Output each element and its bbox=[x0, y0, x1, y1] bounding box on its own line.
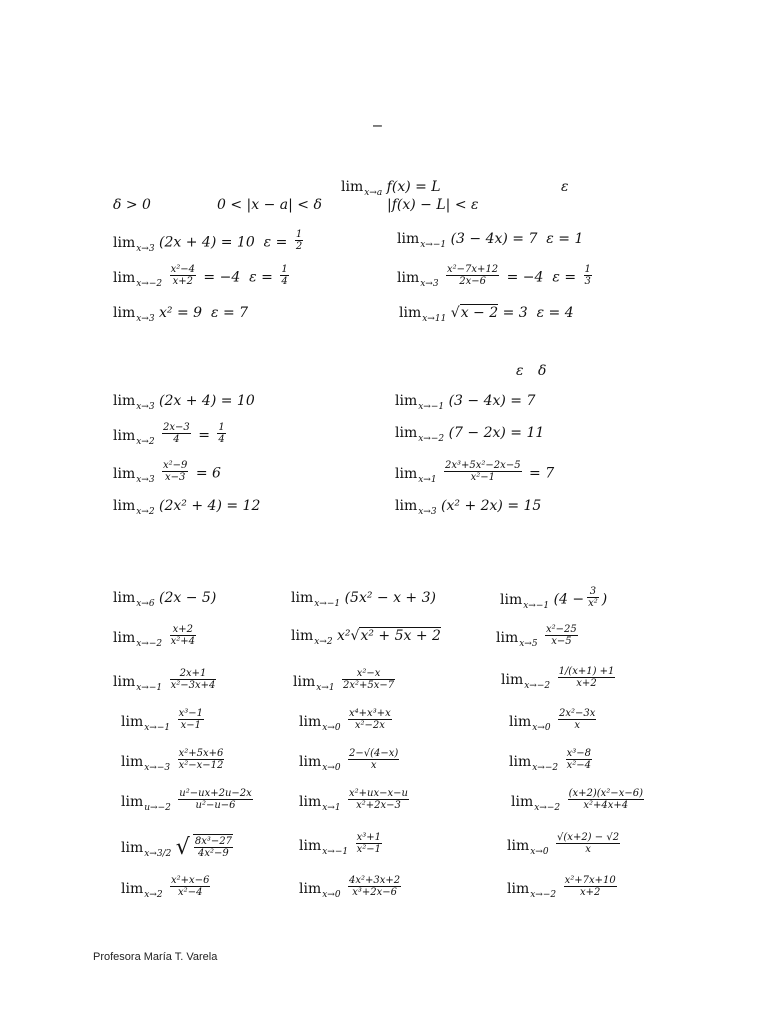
s3-item-16: lim u→−2 $\frac{\text{u²−ux+2u−2x}}{\text{u²−u−6}}$ bbox=[121, 788, 252, 813]
header-dash: – bbox=[373, 117, 382, 134]
s3-item-23: lim x→0 $\frac{\text{4x²+3x+2}}{\text{x³+2x−6}}$ bbox=[299, 875, 401, 900]
s1-item-4: lim x→3 $\frac{\text{x²−7x+12}}{2x-6}$ = −4 ε = $\frac{1}{3}$ bbox=[397, 264, 591, 289]
s2-delta: δ bbox=[538, 363, 547, 379]
s3-item-22: lim x→2 $\frac{\text{x²+x−6}}{\text{x²−4}}$ bbox=[121, 875, 210, 900]
definition-limit: lim x→a f(x) = L bbox=[341, 179, 441, 198]
s2-item-7: lim x→2 (2x² + 4) = 12 bbox=[113, 498, 261, 517]
s3-item-6: lim x→5 $\frac{\text{x²−25}}{x-5}$ bbox=[496, 624, 577, 649]
s3-item-17: lim x→1 $\frac{\text{x²+ux−x−u}}{\text{x²+2x−3}}$ bbox=[299, 788, 408, 813]
s3-item-7: lim x→−1 $\frac{2x+1}{\text{x²−3x+4}}$ bbox=[113, 668, 216, 693]
s3-item-21: lim x→0 $\frac{√(x+2) - √2}{x}$ bbox=[507, 832, 620, 857]
s3-item-13: lim x→−3 $\frac{\text{x²+5x+6}}{\text{x²−x−12}}$ bbox=[121, 748, 224, 773]
s3-item-5: lim x→2 x²√x² + 5x + 2 bbox=[291, 628, 441, 647]
s3-item-4: lim x→−2 $\frac{x+2}{\text{x²+4}}$ bbox=[113, 624, 195, 649]
footer-author: Profesora María T. Varela bbox=[93, 951, 218, 963]
s2-item-3: lim x→2 $\frac{2x-3}{4}$ = $\frac{1}{4}$ bbox=[113, 422, 225, 447]
s2-item-1: lim x→3 (2x + 4) = 10 bbox=[113, 393, 255, 412]
s2-item-2: lim x→−1 (3 − 4x) = 7 bbox=[395, 393, 536, 412]
s3-item-24: lim x→−2 $\frac{\text{x²+7x+10}}{x+2}$ bbox=[507, 875, 616, 900]
s3-item-14: lim x→0 $\frac{2-√(4-x)}{x}$ bbox=[299, 748, 399, 773]
s3-item-1: lim x→6 (2x − 5) bbox=[113, 590, 217, 609]
s2-item-6: lim x→1 $\frac{\text{2x³+5x²−2x−5}}{\text{x²−1}}$ = 7 bbox=[395, 460, 555, 485]
s3-item-12: lim x→0 $\frac{\text{2x²−3x}}{x}$ bbox=[509, 708, 596, 733]
s2-item-4: lim x→−2 (7 − 2x) = 11 bbox=[395, 425, 545, 444]
s1-item-6: lim x→11 √x − 2 = 3 ε = 4 bbox=[399, 305, 574, 324]
s3-item-18: lim x→−2 $\frac{\text{(x+2)(x²−x−6)}}{\text{x²+4x+4}}$ bbox=[511, 788, 643, 813]
definition-interval: 0 < |x − a| < δ bbox=[217, 197, 322, 213]
s3-item-11: lim x→0 $\frac{\text{x⁴+x³+x}}{\text{x²−2x}}$ bbox=[299, 708, 391, 733]
definition-delta-positive: δ > 0 bbox=[113, 197, 151, 213]
s3-item-2: lim x→−1 (5x² − x + 3) bbox=[291, 590, 436, 609]
s2-item-5: lim x→3 $\frac{\text{x²−9}}{x-3}$ = 6 bbox=[113, 460, 221, 485]
s3-item-20: lim x→−1 $\frac{\text{x³+1}}{\text{x²−1}}$ bbox=[299, 832, 381, 857]
s1-item-2: lim x→−1 (3 − 4x) = 7 ε = 1 bbox=[397, 231, 584, 250]
s2-epsilon: ε bbox=[516, 363, 524, 379]
s1-item-3: lim x→−2 $\frac{\text{x²−4}}{x+2}$ = −4 ε = $\frac{1}{4}$ bbox=[113, 264, 288, 289]
definition-implication: |f(x) − L| < ε bbox=[387, 197, 479, 213]
s3-item-8: lim x→1 $\frac{\text{x²−x}}{\text{2x²+5x−7}}$ bbox=[293, 668, 395, 693]
s1-item-5: lim x→3 x² = 9 ε = 7 bbox=[113, 305, 249, 324]
s3-item-19: lim x→3/2 √ $\frac{\text{8x³−27}}{\text{4x²−9}}$ bbox=[121, 835, 232, 860]
s3-item-15: lim x→−2 $\frac{\text{x³−8}}{\text{x²−4}}$ bbox=[509, 748, 591, 773]
s1-item-1: lim x→3 (2x + 4) = 10 ε = $\frac{1}{2}$ bbox=[113, 229, 303, 254]
s2-item-8: lim x→3 (x² + 2x) = 15 bbox=[395, 498, 542, 517]
s3-item-10: lim x→−1 $\frac{\text{x³−1}}{x-1}$ bbox=[121, 708, 203, 733]
s3-item-9: lim x→−2 $\frac{1/(x+1) +1}{x+2}$ bbox=[501, 666, 615, 691]
s3-item-3: lim x→−1 (4 − $\frac{3}{\text{x²}}$ ) bbox=[500, 586, 608, 611]
definition-epsilon: ε bbox=[561, 179, 569, 195]
